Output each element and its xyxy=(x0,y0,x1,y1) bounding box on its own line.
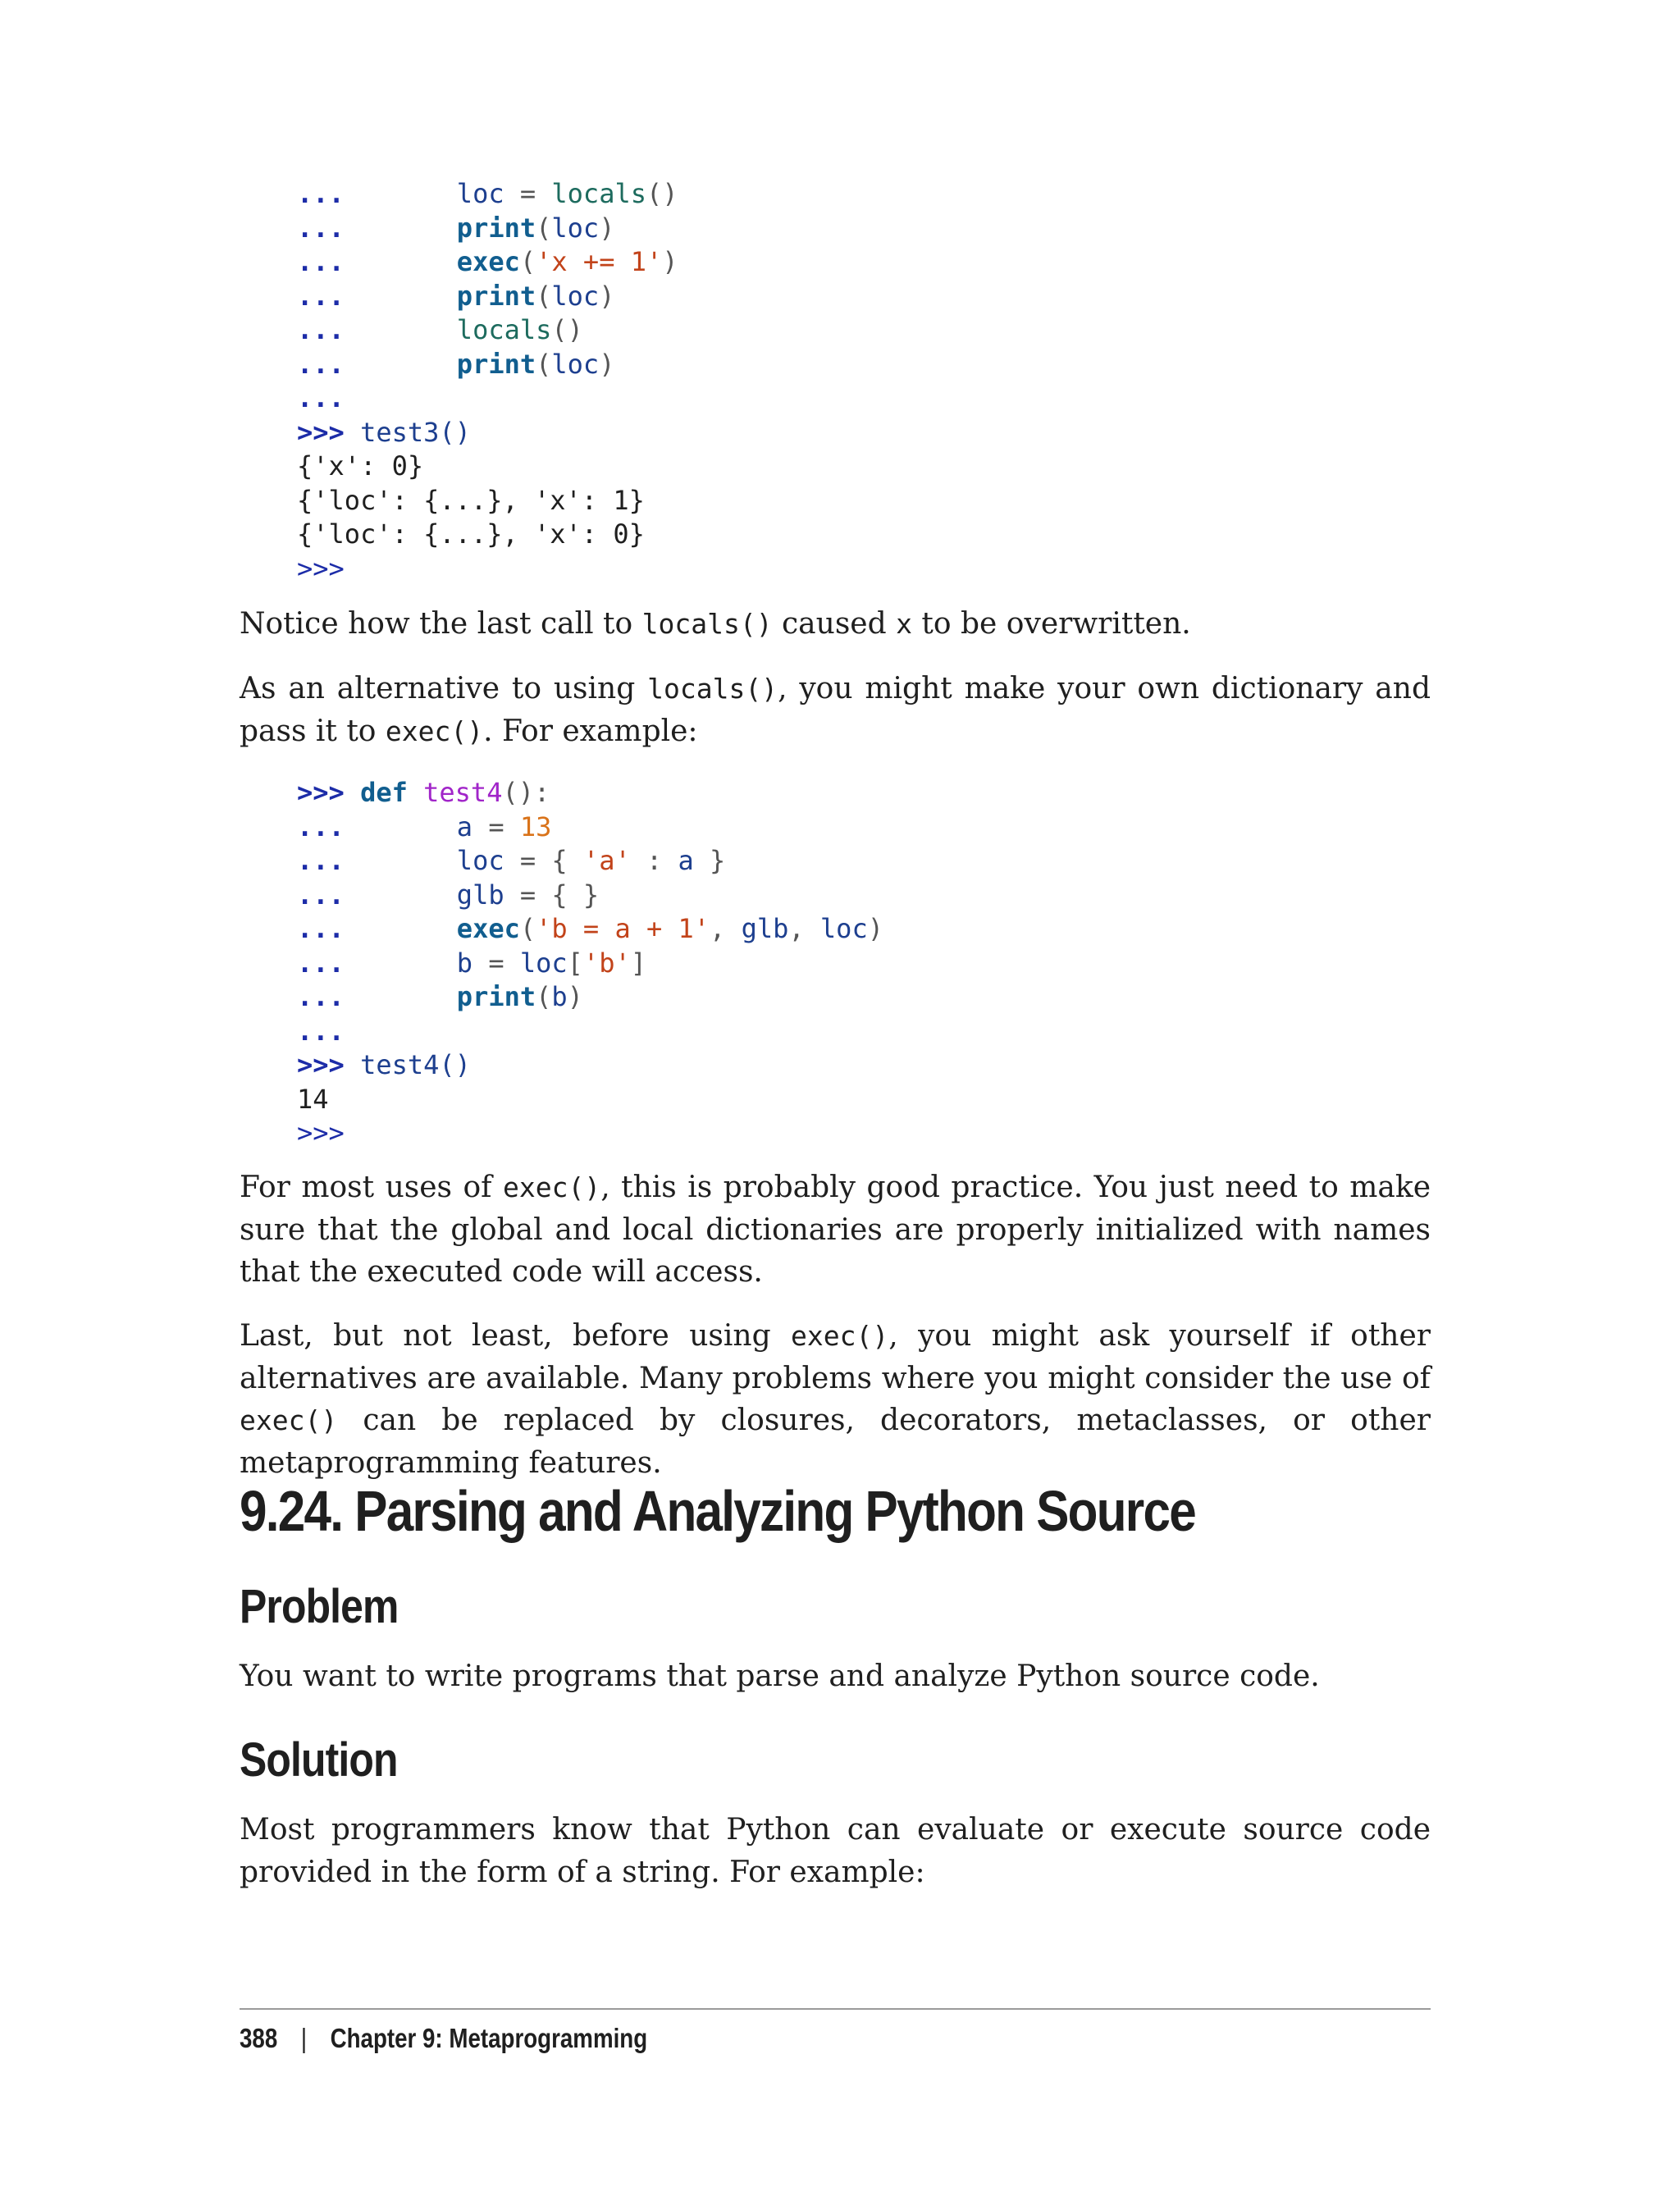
code-call: test4() xyxy=(344,1049,471,1080)
code-token: b xyxy=(456,947,473,979)
code-line xyxy=(297,947,883,981)
code-token: } xyxy=(693,845,726,876)
code-prompt: >>> xyxy=(297,416,345,448)
code-token: 'b = a + 1' xyxy=(536,913,710,944)
code-line xyxy=(297,552,678,587)
text: , you might make your own dictionary and pass it to xyxy=(240,672,1431,748)
code-prompt: ... xyxy=(297,348,345,380)
code-token: print xyxy=(456,212,536,244)
code-token: 'x += 1' xyxy=(536,246,663,277)
inline-code: locals() xyxy=(647,673,778,705)
code-token: print xyxy=(456,280,536,312)
text: . For example: xyxy=(483,714,698,748)
code-line xyxy=(297,776,883,810)
text: to be overwritten. xyxy=(911,607,1191,641)
code-token: ) xyxy=(599,212,615,244)
code-prompt: ... xyxy=(297,212,345,244)
code-token: = { } xyxy=(504,879,600,911)
code-token: print xyxy=(456,348,536,380)
page-number: 388 xyxy=(240,2023,278,2053)
code-line xyxy=(297,245,678,280)
inline-code: exec() xyxy=(502,1171,601,1203)
code-prompt: ... xyxy=(297,913,345,944)
code-prompt: ... xyxy=(297,1015,345,1047)
code-token: exec xyxy=(456,246,520,277)
code-token: 'a' xyxy=(582,845,631,876)
code-token: (): xyxy=(502,777,550,808)
code-token: ) xyxy=(662,246,678,277)
code-token: ( xyxy=(536,348,552,380)
inline-code: exec() xyxy=(385,714,484,747)
page-footer xyxy=(240,2023,647,2054)
paragraph-alternative-dictionary xyxy=(240,668,1431,752)
solution-text: Most programmers know that Python can evaluate or execute source code provided in the form of a string. For example: xyxy=(240,1813,1431,1889)
footer-rule xyxy=(240,2008,1431,2010)
code-token: ] xyxy=(630,947,646,979)
code-prompt: >>> xyxy=(297,552,345,584)
code-token: 'b' xyxy=(582,947,631,979)
code-token: glb xyxy=(456,879,504,911)
footer-separator: | xyxy=(300,2023,308,2053)
code-output: 14 xyxy=(297,1083,329,1115)
code-line xyxy=(297,810,883,845)
inline-code: locals() xyxy=(641,608,773,640)
code-token: loc xyxy=(551,280,600,312)
code-call: test3() xyxy=(344,416,471,448)
problem-text: You want to write programs that parse and analyze Python source code. xyxy=(240,1659,1320,1693)
inline-code: exec() xyxy=(240,1404,338,1436)
paragraph-locals-overwrite xyxy=(240,603,1431,646)
code-token: loc xyxy=(456,845,504,876)
code-token: = xyxy=(472,947,520,979)
code-token: () xyxy=(646,178,678,209)
code-token: loc xyxy=(551,348,600,380)
code-token: , xyxy=(788,913,820,944)
code-output: {'loc': {...}, 'x': 1} xyxy=(297,484,645,516)
code-line xyxy=(297,450,678,484)
code-token: loc xyxy=(551,212,600,244)
code-line xyxy=(297,177,678,212)
code-token: () xyxy=(551,314,583,345)
code-line xyxy=(297,844,883,879)
code-token: def xyxy=(344,777,424,808)
code-token: ) xyxy=(599,280,615,312)
paragraph-alternatives xyxy=(240,1315,1431,1484)
text: Last, but not least, before using xyxy=(240,1319,792,1353)
text: For most uses of xyxy=(240,1171,503,1204)
code-line xyxy=(297,416,678,450)
code-token: , xyxy=(710,913,742,944)
code-prompt: ... xyxy=(297,981,345,1012)
code-prompt: ... xyxy=(297,947,345,979)
code-prompt: ... xyxy=(297,178,345,209)
code-token: ) xyxy=(567,981,583,1012)
code-token: loc xyxy=(819,913,868,944)
paragraph-good-practice xyxy=(240,1166,1431,1294)
code-line xyxy=(297,912,883,947)
code-prompt: >>> xyxy=(297,1117,345,1148)
code-line xyxy=(297,518,678,552)
code-prompt: ... xyxy=(297,845,345,876)
code-token: = xyxy=(472,810,520,842)
code-prompt: >>> xyxy=(297,1049,345,1080)
code-line xyxy=(297,1116,883,1151)
code-token: [ xyxy=(567,947,583,979)
code-prompt: ... xyxy=(297,314,345,345)
text: Notice how the last call to xyxy=(240,607,642,641)
code-token: locals xyxy=(551,178,646,209)
code-line xyxy=(297,879,883,913)
code-token: loc xyxy=(519,947,568,979)
code-token: a xyxy=(678,845,694,876)
code-line xyxy=(297,381,678,416)
code-token: glb xyxy=(741,913,789,944)
code-output: {'loc': {...}, 'x': 0} xyxy=(297,518,645,550)
code-line xyxy=(297,980,883,1015)
code-line xyxy=(297,1083,883,1117)
text: caused xyxy=(772,607,897,641)
text: , you might ask yourself if other alternatives are available. Many problems where you might consider the use of xyxy=(240,1319,1431,1395)
code-prompt: ... xyxy=(297,246,345,277)
chapter-title: Chapter 9: Metaprogramming xyxy=(330,2023,648,2053)
text: As an alternative to using xyxy=(240,672,648,705)
code-token: locals xyxy=(456,314,552,345)
code-token: ( xyxy=(519,913,536,944)
problem-heading: Problem xyxy=(240,1580,399,1633)
code-token: ) xyxy=(599,348,615,380)
code-output: {'x': 0} xyxy=(297,450,424,482)
inline-code: exec() xyxy=(791,1320,889,1352)
code-token: b xyxy=(551,981,568,1012)
inline-code: x xyxy=(896,608,912,640)
code-token: ( xyxy=(536,212,552,244)
code-line xyxy=(297,280,678,314)
code-token: ) xyxy=(867,913,883,944)
code-token: print xyxy=(456,981,536,1012)
code-line xyxy=(297,1048,883,1083)
code-prompt: ... xyxy=(297,280,345,312)
code-prompt: ... xyxy=(297,382,345,413)
code-token: ( xyxy=(519,246,536,277)
code-token: = xyxy=(504,178,552,209)
code-block-test4 xyxy=(297,776,883,1151)
text: can be replaced by closures, decorators, metaclasses, or other metaprogramming features. xyxy=(240,1404,1431,1480)
code-prompt: ... xyxy=(297,879,345,911)
text: , this is probably good practice. You just need to make sure that the global and local dictionaries are properly initialized with names that the executed code will access. xyxy=(240,1171,1431,1289)
code-line xyxy=(297,1015,883,1049)
section-heading: 9.24. Parsing and Analyzing Python Source xyxy=(240,1479,1195,1543)
code-token: test4 xyxy=(423,777,503,808)
code-token: loc xyxy=(456,178,504,209)
code-line xyxy=(297,348,678,382)
code-line xyxy=(297,313,678,348)
code-token: ( xyxy=(536,981,552,1012)
code-token: exec xyxy=(456,913,520,944)
code-token: : xyxy=(630,845,678,876)
code-line xyxy=(297,484,678,518)
code-block-test3 xyxy=(297,177,678,586)
code-line xyxy=(297,212,678,246)
code-prompt: ... xyxy=(297,810,345,842)
code-token: 13 xyxy=(519,810,552,842)
code-token: a xyxy=(456,810,473,842)
solution-heading: Solution xyxy=(240,1733,398,1787)
code-prompt: >>> xyxy=(297,777,345,808)
code-token: ( xyxy=(536,280,552,312)
code-token: = { xyxy=(504,845,583,876)
